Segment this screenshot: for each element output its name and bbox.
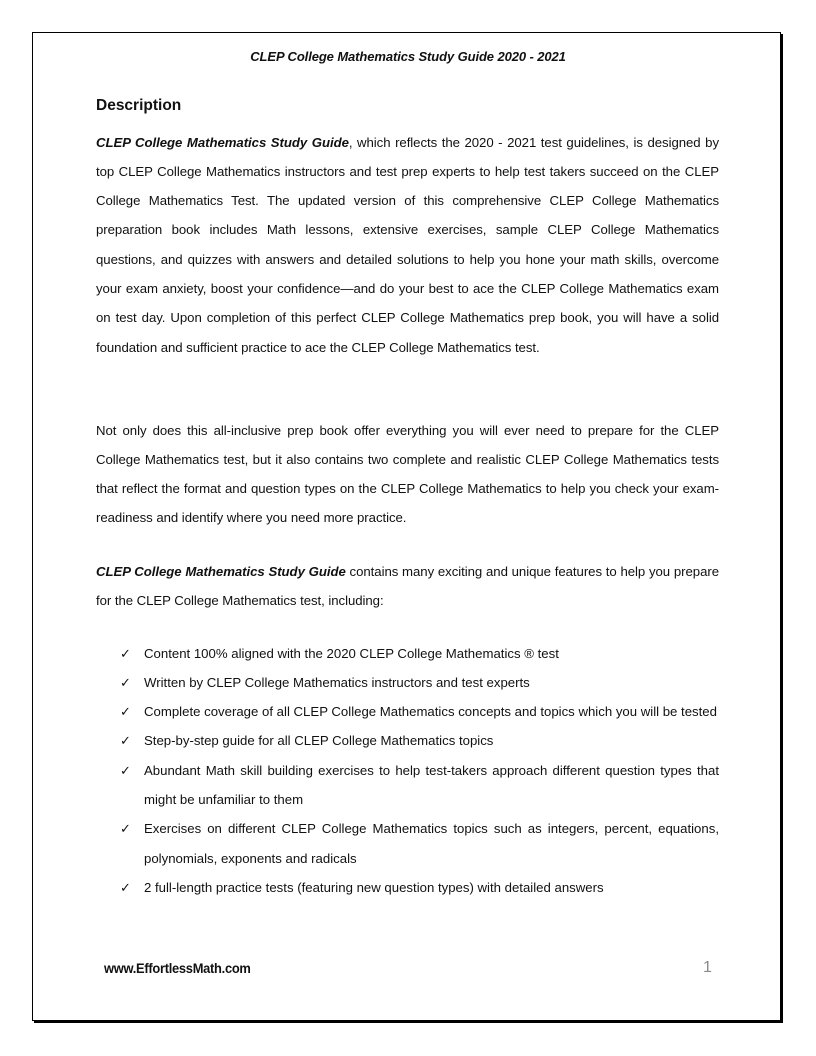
check-mark-icon: ✓ — [120, 879, 131, 895]
check-mark-icon: ✓ — [120, 645, 131, 661]
book-title-emphasis: CLEP College Mathematics Study Guide — [96, 134, 349, 150]
section-heading: Description — [96, 97, 182, 114]
feature-text: Content 100% aligned with the 2020 CLEP College Mathematics ® test — [144, 645, 559, 661]
footer-website-link[interactable]: www.EffortlessMath.com — [104, 960, 251, 976]
description-paragraph-1 — [96, 128, 719, 362]
feature-item — [96, 873, 719, 902]
feature-item — [96, 668, 719, 697]
feature-item — [96, 814, 719, 873]
feature-text: Abundant Math skill building exercises to help test-takers approach different question types that might be unfamiliar to them — [144, 762, 719, 807]
feature-item — [96, 756, 719, 815]
book-title-emphasis: CLEP College Mathematics Study Guide — [96, 563, 346, 579]
description-paragraph-3 — [96, 557, 719, 616]
feature-text: Step-by-step guide for all CLEP College Mathematics topics — [144, 733, 494, 749]
feature-text: Written by CLEP College Mathematics instructors and test experts — [144, 674, 530, 690]
feature-item — [96, 726, 719, 755]
check-mark-icon: ✓ — [120, 762, 131, 778]
check-mark-icon: ✓ — [120, 821, 131, 837]
feature-item — [96, 697, 719, 726]
running-header-title: CLEP College Mathematics Study Guide 2020 - 2021 — [250, 49, 566, 64]
description-paragraph-2: Not only does this all-inclusive prep book offer everything you will ever need to prepare for the CLEP College Mathematics test, but it also contains two complete and realistic CLEP College Mathematics tests that reflect the format and question types on the CLEP College Mathematics to help you check your exam-readiness and identify where you need more practice. — [96, 422, 719, 526]
check-mark-icon: ✓ — [120, 704, 131, 720]
check-mark-icon: ✓ — [120, 733, 131, 749]
feature-text: Complete coverage of all CLEP College Mathematics concepts and topics which you will be tested — [144, 704, 717, 720]
feature-list — [96, 639, 719, 903]
paragraph-text: contains many exciting and unique features to help you prepare for the CLEP College Mathematics test, including: — [96, 563, 719, 608]
feature-text: Exercises on different CLEP College Mathematics topics such as integers, percent, equations, polynomials, exponents and radicals — [144, 821, 719, 866]
feature-item — [96, 639, 719, 668]
page-number: 1 — [703, 959, 712, 976]
paragraph-text: , which reflects the 2020 - 2021 test guidelines, is designed by top CLEP College Mathematics instructors and test prep experts to help test takers succeed on the CLEP College Mathematics Test. The updated version of this comprehensive CLEP College Mathematics preparation book includes Math lessons, extensive exercises, sample CLEP College Mathematics questions, and quizzes with answers and detailed solutions to help you hone your math skills, overcome your exam anxiety, boost your confidence—and do your best to ace the CLEP College Mathematics exam on test day. Upon completion of this perfect CLEP College Mathematics prep book, you will have a solid foundation and sufficient practice to ace the CLEP College Mathematics test. — [96, 134, 719, 355]
check-mark-icon: ✓ — [120, 674, 131, 690]
feature-text: 2 full-length practice tests (featuring new question types) with detailed answers — [144, 879, 604, 895]
